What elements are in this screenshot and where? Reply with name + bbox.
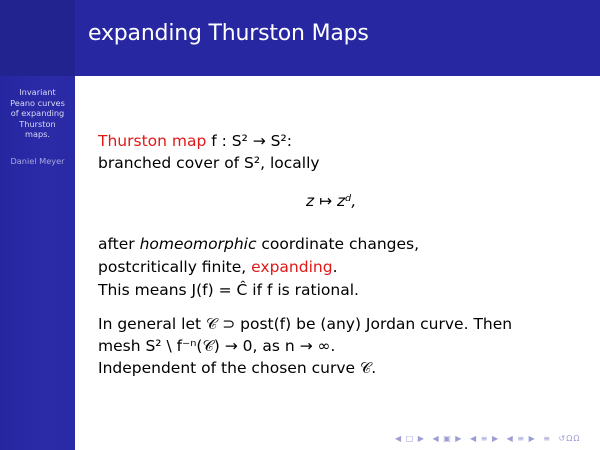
term-expanding: expanding xyxy=(251,258,333,276)
nav-subsection-icon[interactable]: ◀ ▣ ▶ xyxy=(432,434,463,443)
beamer-navigation-bar xyxy=(395,434,584,444)
sidebar-title-line: Invariant xyxy=(19,87,56,97)
sidebar xyxy=(0,0,75,450)
postcritically-finite-line xyxy=(98,256,338,278)
sidebar-title-line: Peano curves xyxy=(10,97,65,108)
nav-appendix-icon[interactable]: ≡ xyxy=(543,434,551,443)
sidebar-corner xyxy=(0,0,75,76)
branched-cover-line: branched cover of S², locally xyxy=(98,154,320,172)
definition-line xyxy=(98,130,292,152)
jordan-curve-line: In general let 𝒞 ⊃ post(f) be (any) Jordan curve. Then xyxy=(98,315,513,333)
julia-set-line: This means J(f) = Ĉ if f is rational. xyxy=(98,281,359,299)
slide-title: expanding Thurston Maps xyxy=(88,21,369,46)
mesh-line: mesh S² \ f⁻ⁿ(𝒞) → 0, as n → ∞. xyxy=(98,337,336,355)
nav-section-icon[interactable]: ◀ ≡ ▶ xyxy=(470,434,500,443)
display-formula: z ↦ zᵈ, xyxy=(306,192,357,210)
map-definition: f : S² → S²: xyxy=(211,132,292,150)
line3-suffix: coordinate changes, xyxy=(256,235,420,253)
sidebar-presentation-title[interactable] xyxy=(0,87,75,140)
nav-search-back-icon[interactable]: ↺ΩΩ xyxy=(558,434,581,443)
nav-presentation-icon[interactable]: ◀ ≡ ▶ xyxy=(506,434,536,443)
line3-prefix: after xyxy=(98,235,140,253)
line4-suffix: . xyxy=(332,258,338,276)
line4-prefix: postcritically finite, xyxy=(98,258,252,276)
sidebar-title-line: maps. xyxy=(24,129,51,140)
nav-frame-icon[interactable]: ◀ □ ▶ xyxy=(395,434,425,443)
term-thurston-map: Thurston map xyxy=(98,132,207,150)
coordinate-change-line xyxy=(98,233,419,255)
emphasis-homeomorphic: homeomorphic xyxy=(139,235,257,253)
sidebar-author[interactable]: Daniel Meyer xyxy=(10,156,65,166)
independence-line: Independent of the chosen curve 𝒞. xyxy=(98,359,377,377)
sidebar-title-line: of expanding xyxy=(10,108,65,119)
sidebar-title-line: Thurston xyxy=(19,118,56,129)
